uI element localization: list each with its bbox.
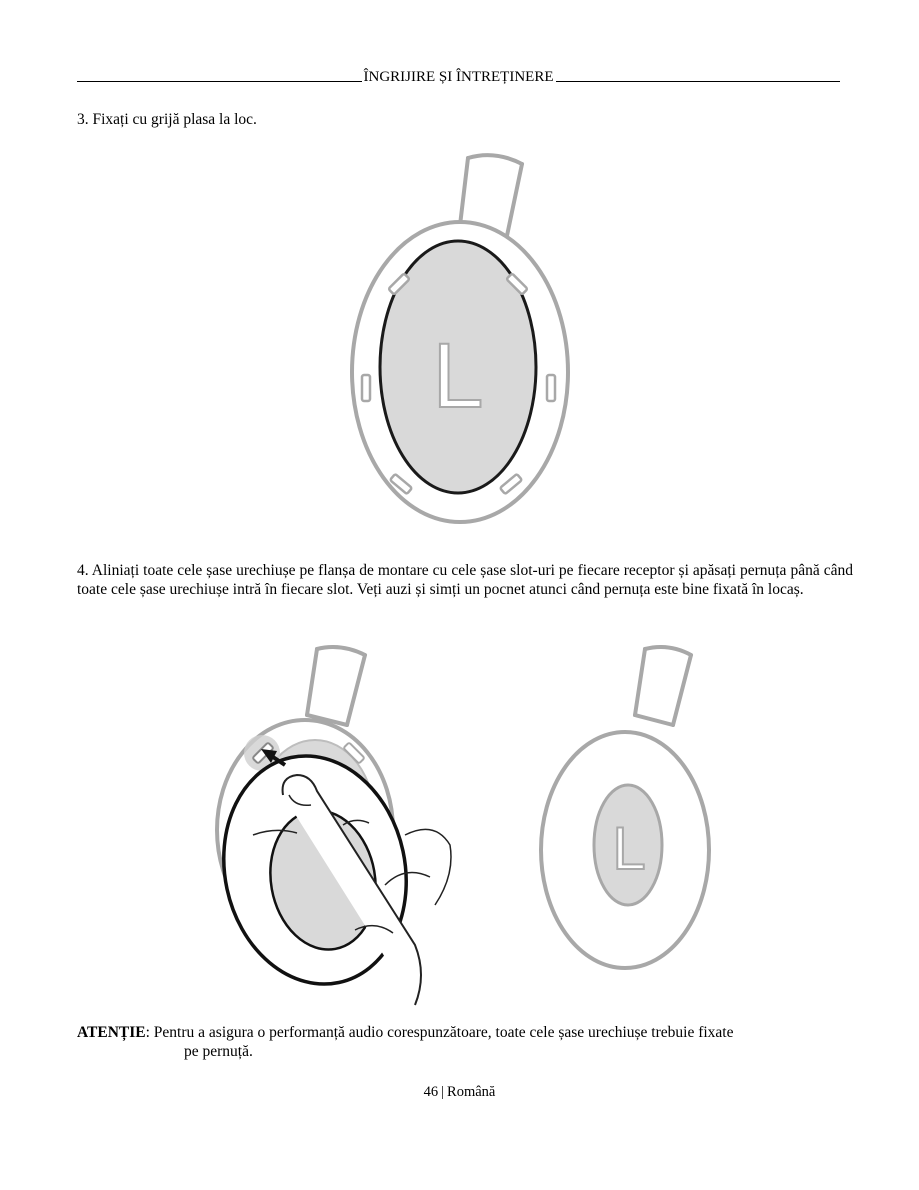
header-rule-right bbox=[556, 81, 841, 82]
right-headband bbox=[635, 647, 691, 725]
thumb bbox=[405, 829, 451, 905]
caution-note bbox=[77, 1023, 847, 1061]
earcup-letter-l: L bbox=[432, 325, 484, 427]
step-3-text: 3. Fixați cu grijă plasa la loc. bbox=[77, 111, 257, 128]
step-4-text: 4. Aliniați toate cele șase urechiușe pe flanșa de montare cu cele șase slot-uri pe fiecare receptor și apăsați pernuța până când toate cele șase urechiușe intră în fiecare slot. Veți auzi și simți un pocnet atunci când pernuța este bine fixată în locaș. bbox=[77, 562, 853, 598]
footer-separator: | bbox=[441, 1084, 445, 1100]
page-number: 46 bbox=[423, 1084, 439, 1100]
cushion-attach-illustration bbox=[205, 645, 725, 1015]
page-footer bbox=[0, 1084, 919, 1101]
page-header bbox=[77, 64, 840, 86]
footer-language: Română bbox=[447, 1084, 496, 1100]
header-title: ÎNGRIJIRE ȘI ÎNTREȚINERE bbox=[363, 69, 554, 85]
right-earcup-letter-l: L bbox=[612, 815, 646, 882]
left-headband bbox=[307, 647, 365, 725]
caution-line-1 bbox=[77, 1023, 847, 1042]
caution-text-1: : Pentru a asigura o performanță audio corespunzătoare, toate cele șase urechiușe trebuie fixate bbox=[145, 1024, 734, 1041]
caution-line-2: pe pernuță. bbox=[184, 1043, 253, 1060]
earcup-illustration bbox=[340, 150, 580, 530]
header-rule-left bbox=[77, 81, 362, 82]
caution-label: ATENȚIE bbox=[77, 1024, 146, 1041]
